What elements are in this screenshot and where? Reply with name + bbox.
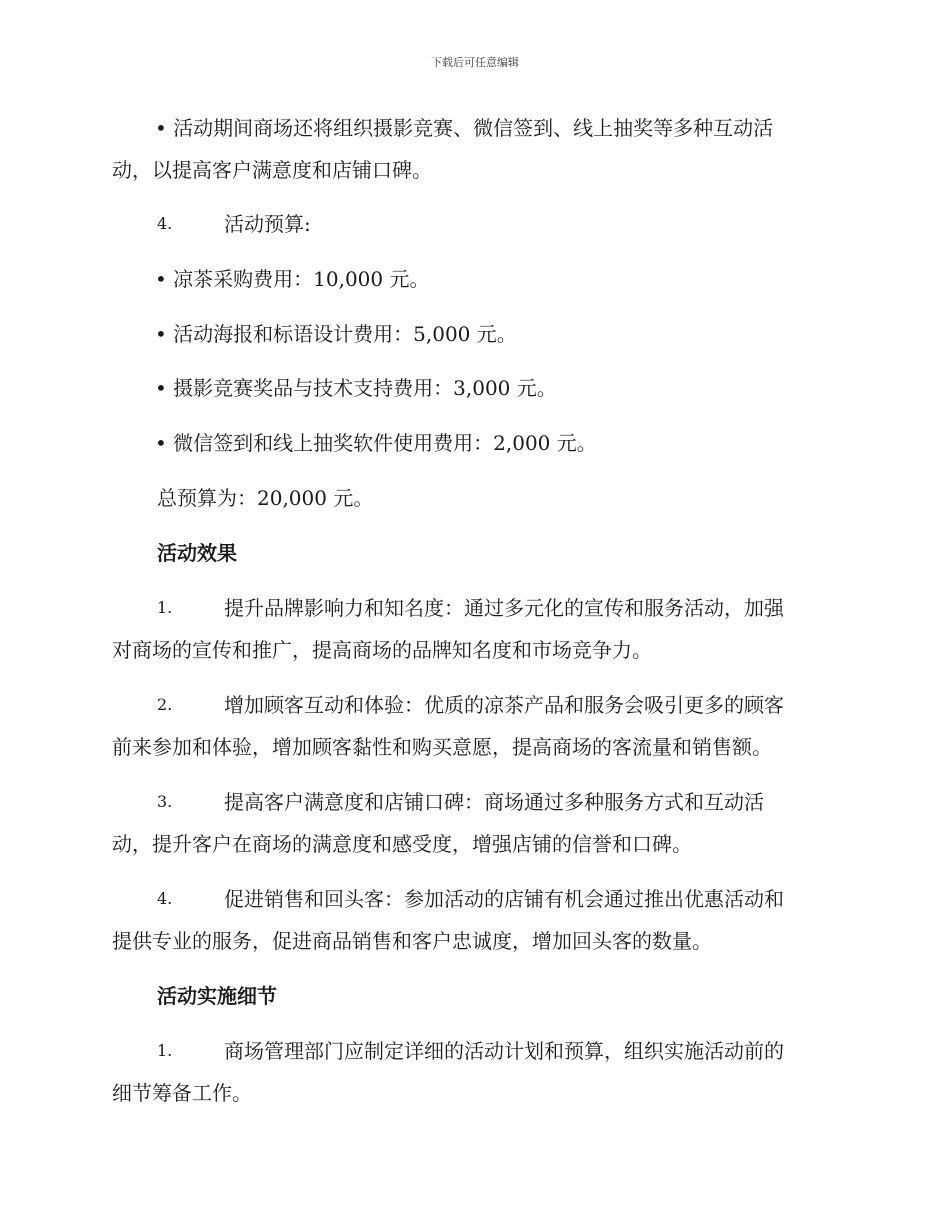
list-item-line: 提供专业的服务，促进商品销售和客户忠诚度，增加回头客的数量。 (112, 929, 712, 953)
list-number: 1. (157, 1041, 173, 1060)
list-item-line: 商场管理部门应制定详细的活动计划和预算，组织实施活动前的 (224, 1039, 784, 1063)
list-item-line: 增加顾客互动和体验：优质的凉茶产品和服务会吸引更多的顾客 (224, 693, 784, 717)
section-heading: 活动效果 (157, 541, 237, 565)
list-number: 4. (157, 889, 173, 908)
header-note: 下载后可任意编辑 (431, 56, 519, 69)
section-heading: 活动实施细节 (157, 984, 277, 1008)
list-item-line: 动，提升客户在商场的满意度和感受度，增强店铺的信誉和口碑。 (112, 832, 692, 856)
list-number: 1. (157, 598, 173, 617)
list-item-line: 对商场的宣传和推广，提高商场的品牌知名度和市场竞争力。 (112, 638, 652, 662)
list-item-line: 促进销售和回头客：参加活动的店铺有机会通过推出优惠活动和 (224, 887, 784, 911)
budget-item: • 活动海报和标语设计费用：5,000 元。 (155, 322, 517, 346)
budget-total: 总预算为：20,000 元。 (157, 486, 374, 510)
list-number: 4. (157, 214, 173, 233)
list-item-line: 前来参加和体验，增加顾客黏性和购买意愿，提高商场的客流量和销售额。 (112, 735, 772, 759)
list-number: 2. (157, 695, 173, 714)
list-number: 3. (157, 792, 173, 811)
list-item-line: 细节筹备工作。 (112, 1081, 252, 1105)
budget-heading: 活动预算: (224, 212, 311, 236)
paragraph-line: • 活动期间商场还将组织摄影竞赛、微信签到、线上抽奖等多种互动活 (155, 116, 774, 140)
list-item-line: 提高客户满意度和店铺口碑：商场通过多种服务方式和互动活 (224, 790, 764, 814)
paragraph-line: 动，以提高客户满意度和店铺口碑。 (112, 158, 432, 182)
list-item-line: 提升品牌影响力和知名度：通过多元化的宣传和服务活动，加强 (224, 596, 784, 620)
budget-item: • 微信签到和线上抽奖软件使用费用：2,000 元。 (155, 431, 597, 455)
budget-item: • 凉茶采购费用：10,000 元。 (155, 267, 430, 291)
budget-item: • 摄影竞赛奖品与技术支持费用：3,000 元。 (155, 376, 557, 400)
